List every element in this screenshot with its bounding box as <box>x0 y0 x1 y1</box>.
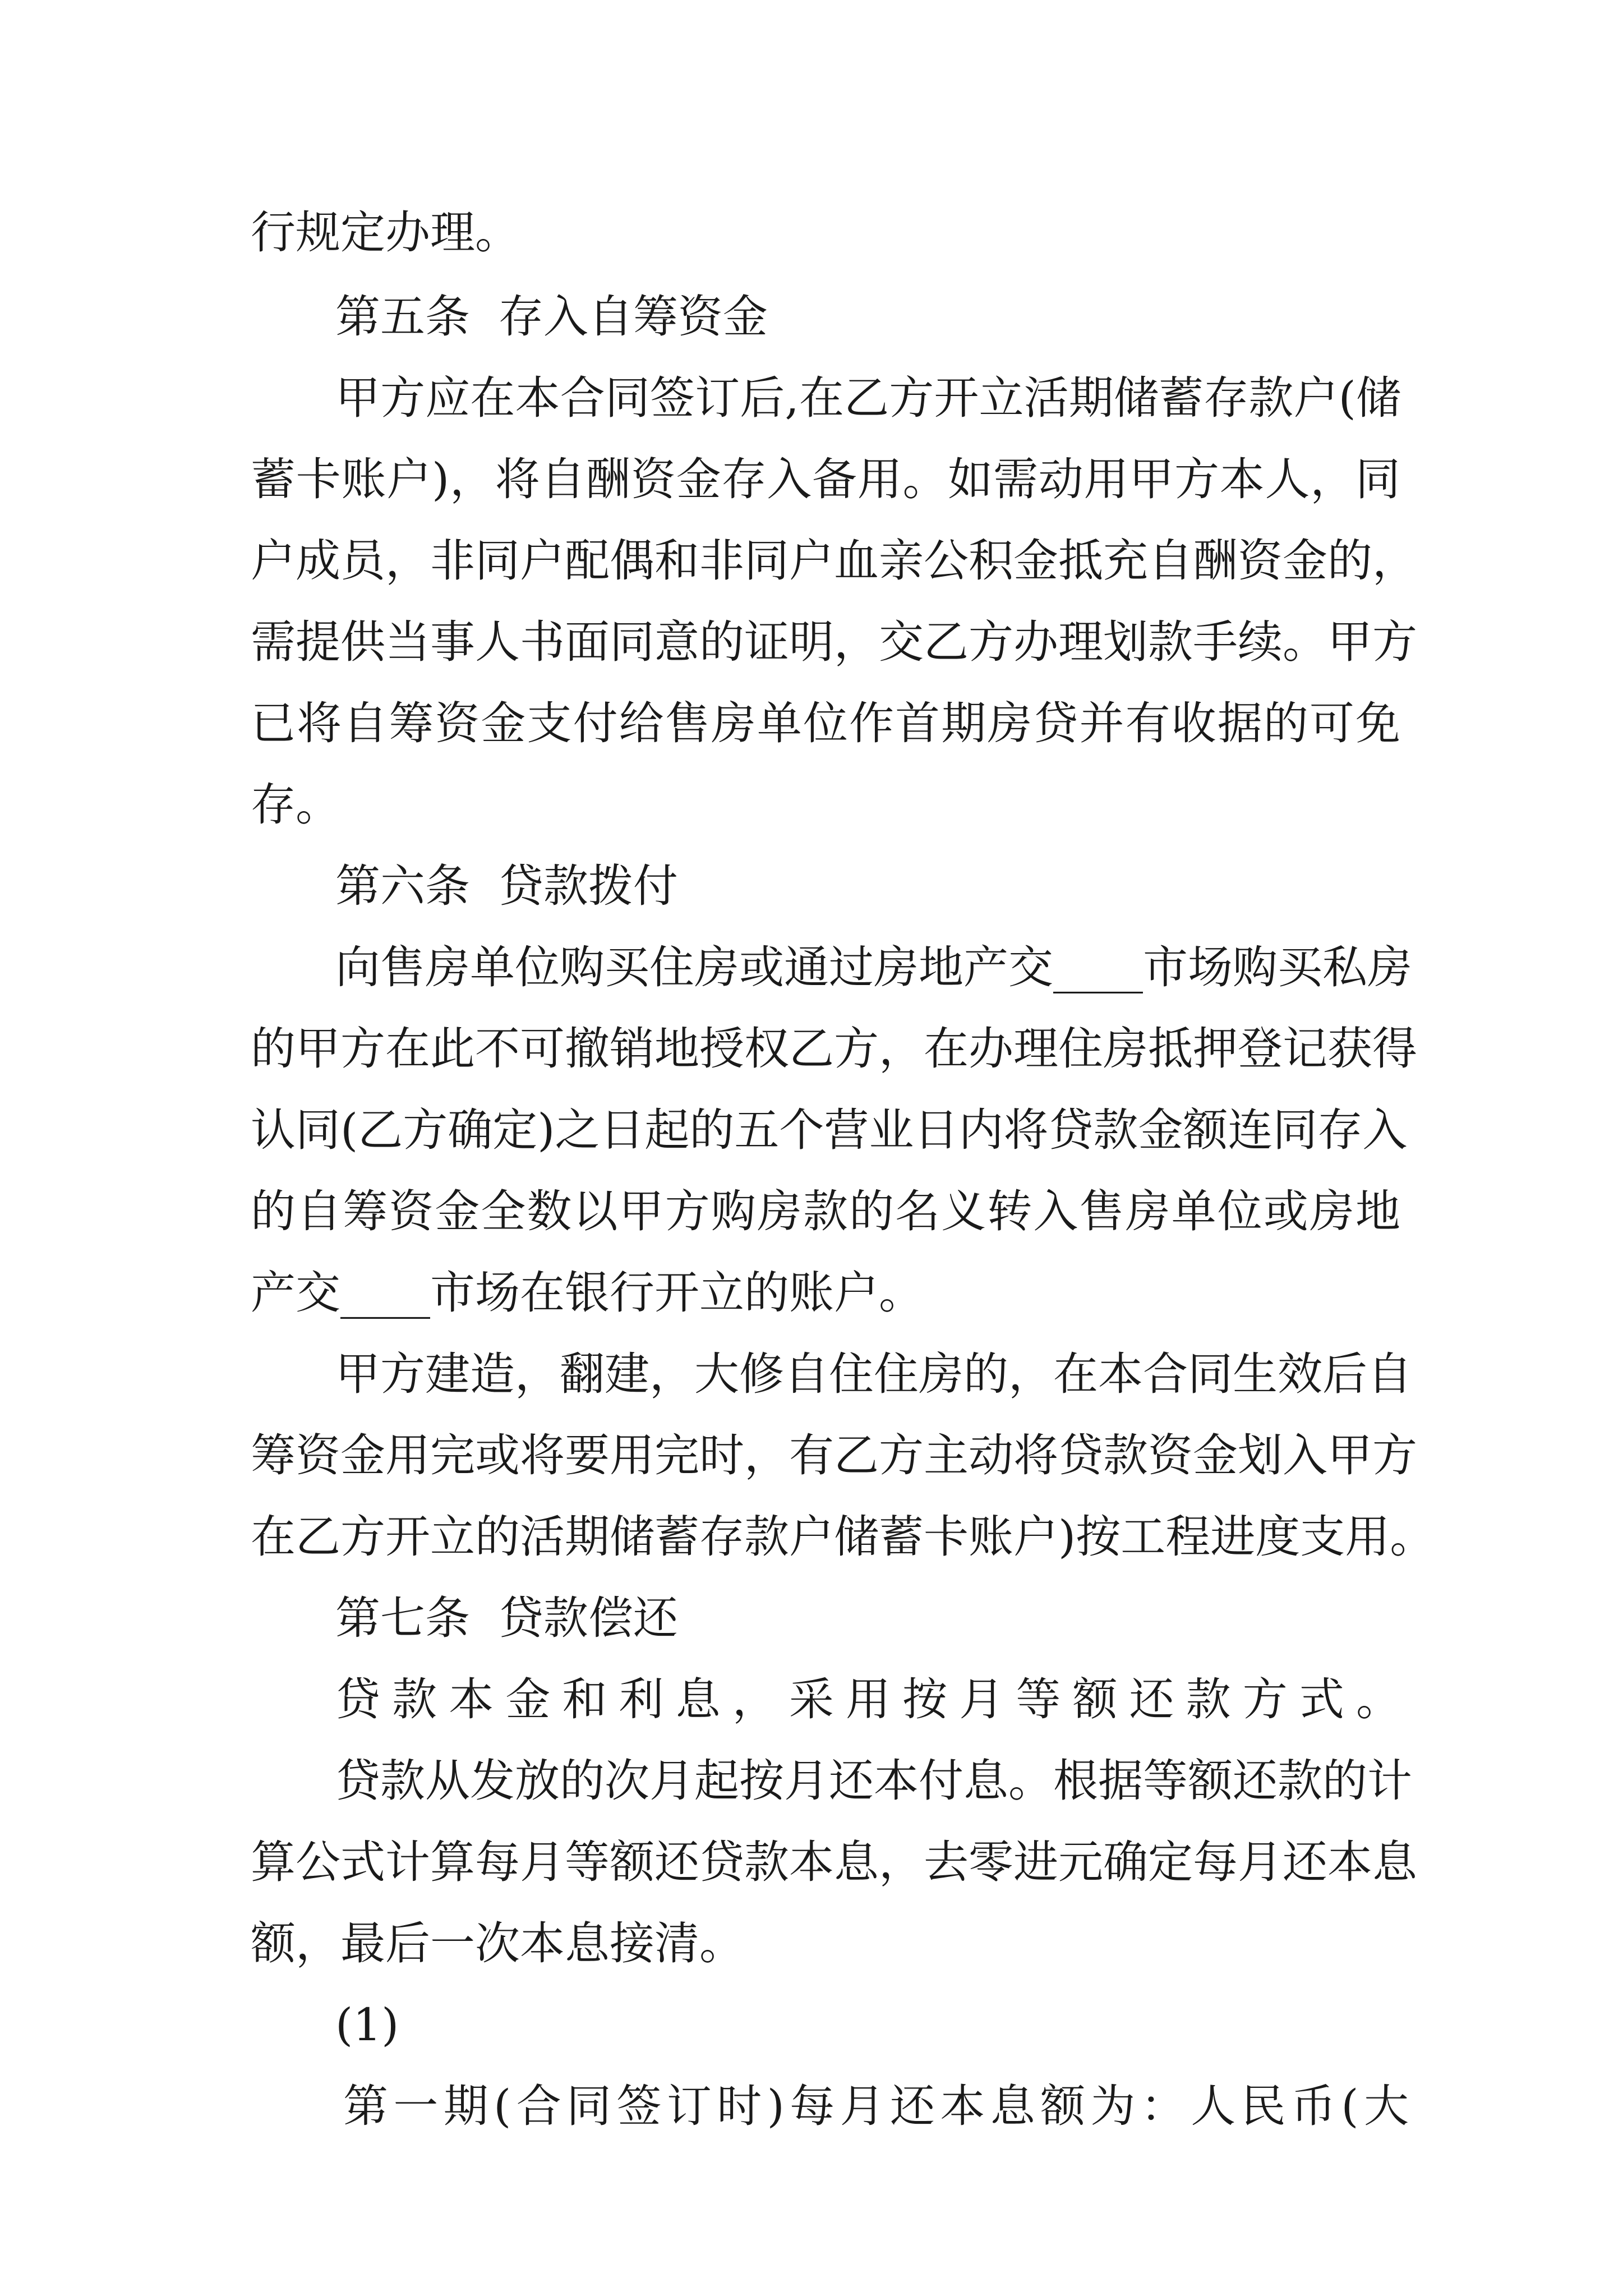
text-line-7: 已将自筹资金支付给售房单位作首期房贷并有收据的可免 <box>251 697 1402 749</box>
text-line-12: 认同(乙方确定)之日起的五个营业日内将贷款金额连同存入 <box>251 1104 1408 1156</box>
article-5-heading: 第五条 存入自筹资金 <box>335 291 768 343</box>
text-line-3: 甲方应在本合同签订后,在乙方开立活期储蓄存款户(储 <box>335 372 1401 424</box>
text-line-20: 贷款从发放的次月起按月还本付息。根据等额还款的计 <box>335 1755 1412 1807</box>
article-7-heading: 第七条 贷款偿还 <box>335 1592 678 1644</box>
text-line-16: 筹资金用完或将要用完时，有乙方主动将贷款资金划入甲方 <box>251 1429 1417 1481</box>
text-line-21: 算公式计算每月等额还贷款本息，去零进元确定每月还本息 <box>251 1836 1417 1888</box>
text-line-1: 行规定办理。 <box>251 206 520 259</box>
text-line-19: 贷款本金和利息，采用按月等额还款方式。 <box>335 1673 1413 1726</box>
text-line-11: 的甲方在此不可撤销地授权乙方，在办理住房抵押登记获得 <box>251 1023 1417 1075</box>
text-line-5: 户成员，非同户配偶和非同户血亲公积金抵充自酬资金的， <box>251 535 1417 587</box>
text-line-15: 甲方建造，翻建，大修自住住房的，在本合同生效后自 <box>335 1348 1412 1400</box>
text-line-24: 第一期(合同签订时)每月还本息额为：人民币(大 <box>343 2080 1414 2132</box>
text-line-13: 的自筹资金全数以甲方购房款的名义转入售房单位或房地 <box>251 1185 1402 1237</box>
text-line-10: 向售房单位购买住房或通过房地产交____市场购买私房 <box>335 941 1412 993</box>
text-line-17: 在乙方开立的活期储蓄存款户储蓄卡账户)按工程进度支用。 <box>251 1511 1435 1563</box>
item-number: (1) <box>335 1999 399 2051</box>
article-6-heading: 第六条 贷款拨付 <box>335 860 678 912</box>
text-line-22: 额，最后一次本息接清。 <box>251 1917 744 1970</box>
text-line-8: 存。 <box>251 779 340 831</box>
text-line-6: 需提供当事人书面同意的证明，交乙方办理划款手续。甲方 <box>251 616 1417 668</box>
text-line-14: 产交____市场在银行开立的账户。 <box>251 1267 924 1319</box>
text-line-4: 蓄卡账户)，将自酬资金存入备用。如需动用甲方本人，同 <box>251 453 1401 505</box>
